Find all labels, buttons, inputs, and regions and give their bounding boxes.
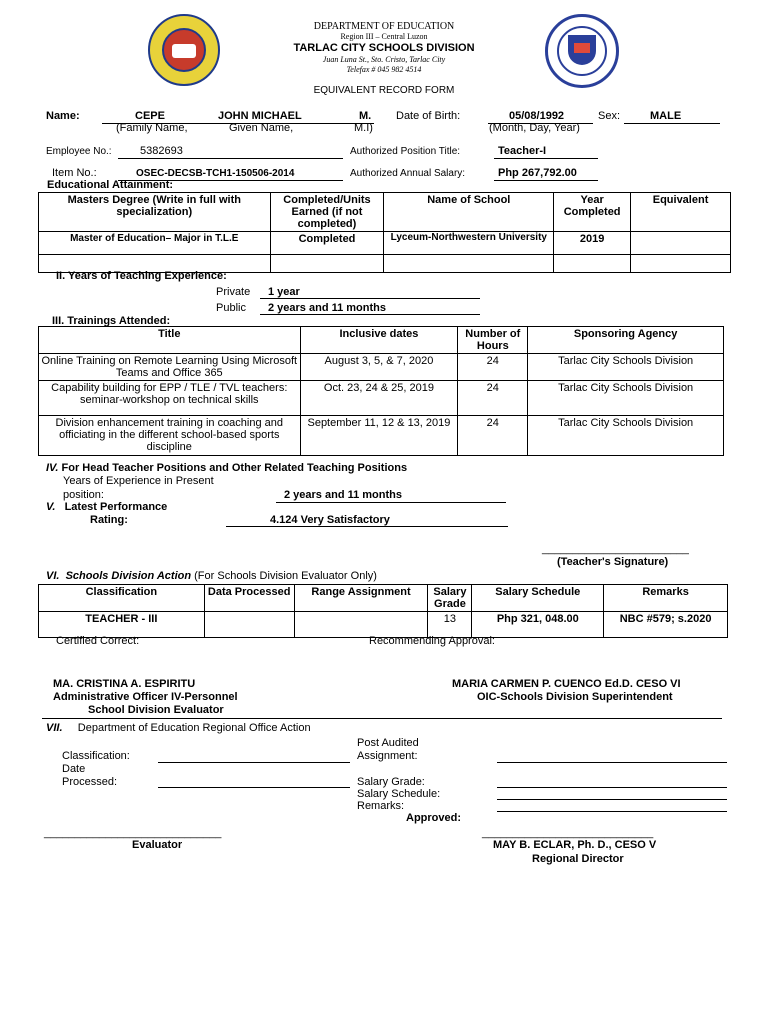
division-action-table — [38, 584, 728, 638]
div-header-remarks: Remarks — [604, 585, 728, 612]
name-label: Name: — [46, 110, 80, 122]
training-agency: Tarlac City Schools Division — [528, 381, 724, 416]
div-remarks-value: NBC #579; s.2020 — [604, 612, 728, 638]
director-signature-line: ____________________________ — [482, 827, 654, 839]
post-audited-label: Post Audited — [357, 737, 419, 749]
training-title: Capability building for EPP / TLE / TVL teachers: seminar-workshop on technical skills — [39, 381, 301, 416]
dob-label: Date of Birth: — [396, 110, 461, 122]
family-name-caption: (Family Name, — [116, 122, 188, 134]
experience-heading: II. Years of Teaching Experience: — [56, 270, 227, 282]
position-value: Teacher-I — [498, 145, 547, 157]
training-header-title: Title — [39, 327, 301, 354]
certified-correct-label: Certified Correct: — [56, 635, 140, 647]
years-present-label-1: Years of Experience in Present — [63, 475, 214, 487]
division-action-note: (For Schools Division Evaluator Only) — [194, 570, 377, 582]
division-action-number: VI. — [46, 570, 60, 582]
trainings-table — [38, 326, 724, 456]
regional-number: VII. — [46, 722, 63, 734]
assignment-label: Assignment: — [357, 750, 418, 762]
public-value: 2 years and 11 months — [268, 302, 386, 314]
training-hours: 24 — [458, 354, 528, 381]
superintendent-title: OIC-Schools Division Superintendent — [477, 691, 673, 703]
given-name-caption: Given Name, — [229, 122, 294, 134]
table-row — [39, 381, 724, 416]
evaluator-signature-line: _____________________________ — [44, 827, 222, 839]
private-label: Private — [216, 286, 251, 298]
div-range-value — [294, 612, 428, 638]
classification-label: Classification: — [62, 750, 130, 762]
deped-national-seal — [545, 14, 619, 88]
position-label: Authorized Position Title: — [350, 146, 461, 157]
processed-label: Processed: — [62, 776, 118, 788]
employee-no-value: 5382693 — [140, 145, 183, 157]
training-dates: Oct. 23, 24 & 25, 2019 — [300, 381, 458, 416]
edu-header-equivalent: Equivalent — [631, 193, 731, 232]
salary-value: Php 267,792.00 — [498, 167, 577, 179]
training-agency: Tarlac City Schools Division — [528, 416, 724, 456]
public-label: Public — [216, 302, 246, 314]
table-row — [39, 416, 724, 456]
director-title: Regional Director — [532, 853, 624, 865]
salary-grade-label: Salary Grade: — [357, 776, 425, 788]
training-hours: 24 — [458, 381, 528, 416]
salary-schedule-label: Salary Schedule: — [357, 788, 441, 800]
div-salary-grade-value: 13 — [428, 612, 472, 638]
employee-no-label: Employee No.: — [46, 146, 112, 157]
teacher-signature-line: ________________________ — [542, 543, 689, 555]
date-label: Date — [62, 763, 86, 775]
edu-header-units: Completed/Units Earned (if not completed) — [270, 193, 384, 232]
years-present-value: 2 years and 11 months — [284, 489, 402, 501]
superintendent-name: MARIA CARMEN P. CUENCO Ed.D. CESO VI — [452, 678, 681, 690]
div-header-salary-schedule: Salary Schedule — [472, 585, 604, 612]
item-no-label: Item No.: — [52, 167, 97, 179]
sex-label: Sex: — [598, 110, 621, 122]
middle-initial-value: M. — [359, 110, 372, 122]
training-hours: 24 — [458, 416, 528, 456]
table-row — [39, 354, 724, 381]
dob-caption: (Month, Day, Year) — [489, 122, 580, 134]
rating-value: 4.124 Very Satisfactory — [270, 514, 390, 526]
evaluator-title-1: Administrative Officer IV-Personnel — [53, 691, 238, 703]
address-text: Juan Luna St., Sto. Cristo, Tarlac City — [322, 55, 446, 64]
training-title: Division enhancement training in coaching and officiating in the different school-based sports discipline — [39, 416, 301, 456]
training-title: Online Training on Remote Learning Using Microsoft Teams and Office 365 — [39, 354, 301, 381]
dob-value: 05/08/1992 — [509, 110, 565, 122]
performance-number: V. — [46, 501, 56, 513]
edu-year-value: 2019 — [554, 232, 631, 255]
recommending-approval-label: Recommending Approval: — [369, 635, 495, 647]
mi-caption: M.I) — [354, 122, 373, 134]
section-divider — [42, 718, 722, 719]
trainings-heading: III. Trainings Attended: — [52, 315, 171, 327]
training-agency: Tarlac City Schools Division — [528, 354, 724, 381]
salary-label: Authorized Annual Salary: — [350, 168, 466, 179]
family-name-value: CEPE — [135, 110, 165, 122]
form-title: EQUIVALENT RECORD FORM — [313, 85, 455, 96]
head-teacher-number: IV. — [46, 462, 59, 474]
edu-school-value: Lyceum-Northwestern University — [384, 232, 554, 255]
training-header-dates: Inclusive dates — [300, 327, 458, 354]
training-dates: September 11, 12 & 13, 2019 — [300, 416, 458, 456]
item-no-value: OSEC-DECSB-TCH1-150506-2014 — [136, 168, 295, 179]
edu-header-school: Name of School — [384, 193, 554, 232]
education-heading: Educational Attainment: — [47, 179, 174, 191]
div-classification-value: TEACHER - III — [39, 612, 205, 638]
performance-heading: Latest Performance — [64, 501, 168, 513]
edu-header-year: Year Completed — [554, 193, 631, 232]
regional-heading: Department of Education Regional Office Action — [77, 722, 311, 734]
region-text: Region III – Central Luzon — [340, 32, 428, 41]
div-data-processed-value — [204, 612, 294, 638]
sex-value: MALE — [650, 110, 682, 122]
years-present-label-2: position: — [63, 489, 104, 501]
division-title: TARLAC CITY SCHOOLS DIVISION — [293, 42, 475, 54]
division-action-heading: Schools Division Action — [65, 570, 192, 582]
edu-units-value: Completed — [270, 232, 384, 255]
evaluator-name: MA. CRISTINA A. ESPIRITU — [53, 678, 196, 690]
training-header-hours: Number of Hours — [458, 327, 528, 354]
given-name-value: JOHN MICHAEL — [218, 110, 302, 122]
private-value: 1 year — [268, 286, 300, 298]
evaluator-title-2: School Division Evaluator — [88, 704, 224, 716]
div-header-range: Range Assignment — [294, 585, 428, 612]
div-header-data-processed: Data Processed — [204, 585, 294, 612]
div-header-classification: Classification — [39, 585, 205, 612]
evaluator-label: Evaluator — [132, 839, 183, 851]
director-name: MAY B. ECLAR, Ph. D., CESO V — [493, 839, 657, 851]
telefax-text: Telefax # 045 982 4514 — [346, 65, 422, 74]
training-header-agency: Sponsoring Agency — [528, 327, 724, 354]
edu-degree-value: Master of Education– Major in T.L.E — [39, 232, 271, 255]
edu-header-degree: Masters Degree (Write in full with specialization) — [39, 193, 271, 232]
head-teacher-heading: For Head Teacher Positions and Other Related Teaching Positions — [61, 462, 408, 474]
department-title: DEPARTMENT OF EDUCATION — [313, 21, 455, 32]
approved-label: Approved: — [406, 812, 461, 824]
div-header-salary-grade: Salary Grade — [428, 585, 472, 612]
training-dates: August 3, 5, & 7, 2020 — [300, 354, 458, 381]
deped-division-seal — [148, 14, 220, 86]
teacher-signature-label: (Teacher's Signature) — [557, 556, 669, 568]
edu-equivalent-value — [631, 232, 731, 255]
remarks-label: Remarks: — [357, 800, 405, 812]
div-salary-schedule-value: Php 321, 048.00 — [472, 612, 604, 638]
education-table — [38, 192, 731, 273]
rating-label: Rating: — [90, 514, 128, 526]
